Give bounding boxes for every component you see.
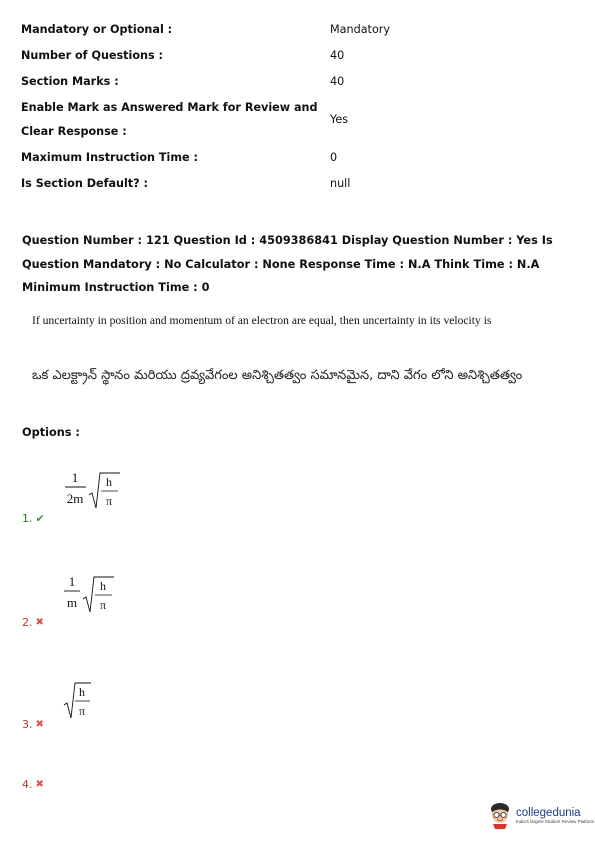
info-value: null <box>330 177 351 190</box>
option-2-frac-num: 1 <box>68 574 76 589</box>
question-header: Question Number : 121 Question Id : 4509386841 Display Question Number : Yes Is Question Mandatory : No Calculator : None Response Time : N.A Think Time : N.A Minimum Instruction Time : 0 <box>22 234 553 294</box>
info-label: Is Section Default? : <box>21 177 149 190</box>
question-text-telugu: ఒక ఎలక్ట్రాన్ స్థానం మరియు ద్రవ్యవేగంల అనిశ్చితత్వం సమానమైన, దాని వేగం లోని అనిశ్చితత్వం <box>32 368 523 383</box>
option-2-sqrt-den: π <box>99 598 107 612</box>
option-1-sqrt-den: π <box>105 494 113 508</box>
info-label: Enable Mark as Answered Mark for Review and Clear Response : <box>21 101 318 138</box>
option-2-frac-den: m <box>66 595 78 610</box>
option-1[interactable] <box>22 512 45 525</box>
option-1-frac-den: 2m <box>66 491 84 506</box>
info-value: Mandatory <box>330 23 391 36</box>
option-3-formula <box>62 678 94 728</box>
info-row-mandatory <box>21 17 561 43</box>
option-2[interactable] <box>22 616 44 629</box>
info-label: Number of Questions : <box>21 49 164 62</box>
info-row-mark-review <box>21 95 561 145</box>
option-3-sqrt-num: h <box>79 685 85 699</box>
option-1-formula <box>62 468 122 518</box>
cross-icon: ✖ <box>35 617 44 628</box>
info-value: Yes <box>330 113 349 126</box>
info-value: 40 <box>330 75 345 88</box>
option-3-sqrt-den: π <box>78 704 86 718</box>
info-label: Maximum Instruction Time : <box>21 151 198 164</box>
option-number: 4. <box>22 778 33 791</box>
cross-icon: ✖ <box>35 719 44 730</box>
info-row-section-marks <box>21 69 561 95</box>
option-number: 2. <box>22 616 33 629</box>
brand-name: collegedunia <box>516 806 581 819</box>
option-number: 3. <box>22 718 33 731</box>
info-row-num-questions <box>21 43 561 69</box>
option-4[interactable] <box>22 778 44 791</box>
options-label: Options : <box>22 426 80 439</box>
cross-icon: ✖ <box>35 779 44 790</box>
check-icon: ✔ <box>35 512 45 525</box>
info-label: Section Marks : <box>21 75 119 88</box>
info-label: Mandatory or Optional : <box>21 23 173 36</box>
option-2-formula <box>62 572 118 622</box>
brand-logo <box>488 800 594 830</box>
option-1-frac-num: 1 <box>71 470 79 485</box>
info-value: 0 <box>330 151 338 164</box>
brand-tagline: India's largest Student Review Platform <box>516 818 595 824</box>
info-row-section-default <box>21 171 561 197</box>
section-info-table <box>21 17 561 197</box>
option-1-sqrt-num: h <box>106 475 112 489</box>
option-3[interactable] <box>22 718 44 731</box>
info-value: 40 <box>330 49 345 62</box>
question-text-english: If uncertainty in position and momentum of an electron are equal, then uncertainty in its velocity is <box>32 314 492 327</box>
mascot-icon <box>488 800 512 830</box>
option-number: 1. <box>22 512 33 525</box>
info-row-instruction-time <box>21 145 561 171</box>
option-2-sqrt-num: h <box>100 579 106 593</box>
